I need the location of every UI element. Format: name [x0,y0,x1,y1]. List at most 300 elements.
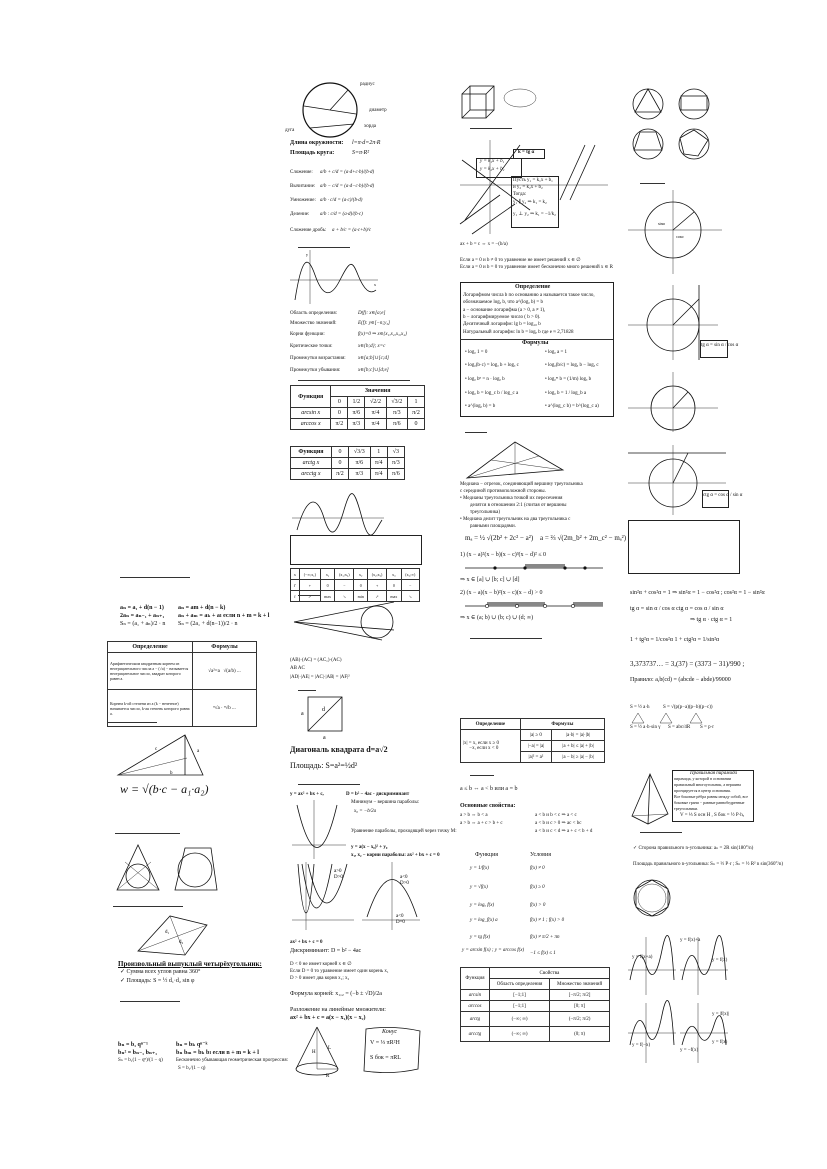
parabola-axis-eq: y = a(x − x₀)² + y₀ [351,845,388,850]
svg-text:H: H [312,1050,316,1055]
interval-1: 1) (x − a)²(x − b)(x − c)³(x − d)² ≤ 0 [460,552,547,558]
median-formula: mₐ = ½ √(2b² + 2c² − a²) [465,534,534,542]
arc-properties-table [460,967,610,1042]
svg-text:a<0: a<0 [396,914,404,919]
log-def-line: b − логарифмируемое число ( b > 0). [463,315,541,320]
heron-formula: S = √(p(p−a)(p−b)(p−c)) [663,705,713,710]
log-formula-text: logₐ bⁿ = n · logₐ b [468,377,505,382]
cond-1: Пусть y₁ = k₁x + b₁ [513,178,553,183]
arc-cell: arctg [461,1012,490,1027]
graph-label: y = f(x) [712,1040,728,1045]
arctg-table [290,446,405,480]
divider [298,380,410,381]
pyramid-diagram [630,772,670,827]
divider [107,722,157,723]
tg-box-text: tg α = sin α / cos α [701,343,739,348]
secant-diagram [292,600,402,645]
roots-def-2: Корнем k-ой степени из a (k − нечетное) называется число, k-ая степень которого равна a. [108,690,193,727]
log-formula-text: logₐ(b/c) = logₐ b − logₐ c [548,363,599,368]
cone-diagram [292,1025,342,1080]
domains-h-cond: Условия [530,852,551,858]
heron-formula: S = ½ a·h [630,705,650,710]
number-line-2 [465,600,605,612]
arc-cell: [0; π] [550,1001,610,1012]
table-cell: π/4 [365,419,386,430]
cone-title: Конус [382,1029,398,1035]
func-prop-formula: f(x)=0 ⇒ x∈{x₁,x₂,x₃,x₄} [358,332,408,337]
log-def-line: Десятичный логарифм: lg b = log₁₀ b [463,322,541,327]
function-graph [290,250,380,305]
linear-case: Если a = 0 и b ≠ 0 то уравнение не имеет решений x ∈ ∅ [460,258,581,263]
secant-line-2: AB AC [290,666,305,671]
svg-text:D>0: D>0 [334,875,343,880]
arith-line-5: aₙ + aₘ = aₖ + aₗ если n + m = k + l [178,613,270,619]
svg-text:a<0: a<0 [400,875,408,880]
number-line-1 [465,562,605,574]
domain-cond: −1 ≤ f(x) ≤ 1 [530,951,556,956]
inscribed-shapes [628,86,718,166]
abs-th-formulas: Формулы [520,719,604,730]
log-formula: • logₐᵐ b = (1/m) logₐ b [545,377,592,382]
abs-case: −x, если x < 0 [469,746,499,751]
circle-area-label: Площадь круга: [290,150,335,156]
factor-title: Разложение на линейные множители: [290,1007,386,1013]
svg-text:d₂: d₂ [179,940,184,945]
divider [298,784,360,785]
geom-line-2: bₙ² = bₙ₋₁ bₙ₊₁ [118,1050,158,1056]
domains-h-func: Функция [475,852,499,858]
circumference-label: Длина окружности: [290,140,344,146]
func-prop-label: Множество значений: [290,321,337,326]
roots-th-def: Определение [108,642,193,653]
svg-text:c: c [155,747,158,752]
arc-cell: [−1;1] [489,990,549,1001]
svg-text:a: a [301,711,304,717]
arc-cell: arccos [461,1001,490,1012]
linear-case: Если a = 0 и b = 0 то уравнение имеет бесконечно много решений x ∈ R [460,265,613,270]
divider [470,128,512,129]
table-arg: √3 [387,447,404,458]
divider [470,638,542,639]
quad-item-text: Сумма всех углов равна 360° [126,969,201,975]
svg-text:a>0: a>0 [334,869,342,874]
svg-text:D=0: D=0 [396,920,405,925]
svg-text:a: a [197,749,200,754]
quad-disc: Дискриминант: D = b² − 4ac [290,948,362,954]
parabola-disc: D = b² − 4ac - дискриминант [346,792,410,797]
pyramid-text: Все боковые рёбра равны между собой, все [674,794,748,799]
svg-text:d: d [322,707,325,713]
identity: sin²α + cos²α = 1 ⇒ sin²α = 1 − cos²α ; cos²α = 1 − sin²α [630,590,765,596]
parabola-graph [292,800,347,860]
func-prop-label: Промежутки возрастания: [290,356,346,361]
func-prop-formula: x∈[a;b]∪[c;d] [358,356,389,361]
triangles-mini [630,712,740,724]
log-formulas-title: Формулы [522,340,549,346]
circle-area-formula: S=π·R² [352,150,370,156]
quad-item-1: ✓ Сумма всех углов равна 360° [120,969,201,975]
table-arg: 1 [370,447,387,458]
graph-label: y = f(x) [712,958,728,963]
fraction-op-formula: a/b + c/d = (a·d+c·b)/(b·d) [320,170,375,175]
fraction-op-formula: a/b − c/d = (a·d−c·b)/(b·d) [320,184,375,189]
log-formula: • logₐ a = 1 [545,350,568,355]
pyramid-formula: V = ⅓ S осн H , S бок = ½ P·hₐ [680,813,745,818]
domain-cond: f(x) > 0 [530,903,546,908]
log-formula-text: a^(logₐ b) = b [468,404,496,409]
domain-cond: f(x) ≠ 0 [530,866,545,871]
parabola-cases-graph [292,862,422,932]
log-formula-text: logₐᵐ b = (1/m) logₐ b [548,377,592,382]
arc-cell: (−∞; ∞) [489,1027,549,1042]
factor-formula: ax² + bx + c = a(x − x₁)(x − x₂) [290,1015,366,1021]
hexagon-diagram [632,878,672,918]
ctg-box-text: ctg α = cos α / sin α [703,493,743,498]
table-cell: π/2 [407,408,424,419]
svg-text:cosα: cosα [676,234,684,239]
secant-line-1: (AB)·(AC) = (AC₁)·(AC) [290,658,342,663]
arcsin-table [290,385,425,430]
graph-label: y = f(−x) [632,1043,651,1048]
table-cell: π/2 [331,419,348,430]
domain-cond: f(x) ≥ 0 [530,885,545,890]
log-formula-text: logₐ a = 1 [548,350,568,355]
table-cell: 0 [331,458,348,469]
ineq-def: a ≤ b ⇔ a < b или a = b [460,786,518,792]
domain-func: y = 1/f(x) [470,866,489,871]
fraction-op-label: Сложение: [290,170,313,175]
parabola-axis: Уравнение параболы, проходящей через точку M: [351,829,457,834]
pyramid-text: треугольники. [674,806,699,811]
circumference-formula: l=π·d=2π·R [352,140,381,146]
quad-formula: Формула корней: x₁,₂ = (−b ± √D)/2a [290,991,382,997]
square-diagram [301,695,346,741]
table-cell: π/3 [349,469,371,480]
pyramid-text: правильный многоугольник, а вершина [674,782,741,787]
table-arg: 0 [331,447,348,458]
log-formula: • a^(logₐ b) = b [465,404,496,409]
divider [465,432,487,433]
divider [298,595,320,596]
table-row-name: arcsin x [291,408,331,419]
unit-circle-ctg [628,372,723,432]
parabola-eq: y = ax² + bx + c, [290,792,324,797]
polygon-formula: Сторона правильного n-угольника: aₙ = 2R sin(180°/n) [638,846,754,851]
median-text: делятся в отношении 2:1 (считая от вершины [470,503,567,508]
geom-line-1: bₙ = b₁ qⁿ⁻¹ [118,1042,148,1048]
arc-cell: (−∞; ∞) [489,1012,549,1027]
abs-formula: |a·b| = |a|·|b| [552,730,605,741]
unit-circle-1 [628,190,723,275]
table-row-name: arctg x [291,458,332,469]
arith-line-4: aₙ = am + d(n − k) [178,605,226,611]
median-text-span: Медианы треугольника точкой их пересечения [463,496,563,501]
domain-cond: f(x) ≠ 1 ; f(x) > 0 [530,918,565,923]
abs-table: Определение Формулы |x| = x, если x ≥ 0 −x, если x < 0 |a| ≥ 0 |a·b| = |a|·|b| |−a| = |a| |a + b| ≤ |a| + |b| |a|² = a² |a − b| ≥ |a| − |b| [460,718,605,763]
periodic-rule: Правило: a,b(cd) = (abcde − abde)/99000 [630,677,731,683]
table-arg: 0 [331,397,348,408]
triangle-formula: w = √(b·c − a₁·a₂) [120,782,209,796]
arith-line-3: Sₙ = (a₁ + aₙ)/2 · n [120,621,166,627]
table-row-name: arccos x [291,419,331,430]
square-area: Площадь: S=a²=½d² [290,761,358,770]
func-prop-formula: E(f): y∈[−n;y₃] [358,321,390,326]
log-formula: • logₐ b = log_c b / log_c a [465,391,519,396]
table-arg: √3/2 [386,397,407,408]
domain-func: y = √f(x) [470,885,488,890]
log-def-line: Логарифмом числа b по основанию a называется такое число, [463,293,595,298]
cube-diagram [460,84,540,122]
table-header-func: Функция [291,447,332,458]
divider [298,690,316,691]
critical-points-box [290,535,422,565]
incircle-diagram [113,840,218,892]
abs-formula: |−a| = |a| [520,741,551,752]
table-cell: π/4 [370,469,387,480]
domain-cond: f(x) ≠ π/2 + πn [530,935,560,940]
arc-cell: arcsin [461,990,490,1001]
roots-th-formulas: Формулы [193,642,257,653]
fraction-op-label: Умножение: [290,198,316,203]
table-cell: 0 [407,419,424,430]
table-cell: π/3 [386,408,407,419]
geom-line-6: Бесконечно убывающая геометрическая прогрессия: [176,1058,289,1063]
polygon-text: Площадь правильного n-угольника: Sₙ = ½ P·r ; Sₙ = ½ R² n sin(360°/n) [633,862,784,867]
parabola-roots: x₁, x₂ − корни параболы: ax² + bx + c = 0 [351,853,440,858]
pyramid-text: пирамида, у которой в основании [674,776,731,781]
graph-label: y = f(x)+a [680,938,701,943]
svg-text:D>0: D>0 [400,881,409,886]
abs-th-def: Определение [461,719,521,730]
func-prop-label: Промежутки убывания: [290,368,341,373]
cond-2: и y₂ = k₂x + b₂ [513,185,543,190]
square-diagonal: Диагональ квадрата d=a√2 [290,745,388,754]
fraction-op-label: Сложение дробь: [290,228,327,233]
median-text: с серединой противоположной стороны. [460,489,546,494]
log-formula: • logₐ 1 = 0 [465,350,488,355]
table-cell: π/6 [386,419,407,430]
geom-line-5: bₙ bₘ = bₖ bₗ если n + m = k + l [176,1050,259,1056]
geom-line-7: S = b₁/(1 − q) [178,1066,206,1071]
cond-perp: y₁ ⊥ y₂ ⇒ k₁ = −1/k₂ [513,212,556,217]
quad-item-text: Площадь: S = ½ d₁·d₂ sin φ [126,978,195,984]
fraction-op-formula: a/b : c/d = (a·d)/(b·c) [320,212,363,217]
arc-th: Множество значений [550,979,610,990]
arith-line-6: Sₙ = (2a₁ + d(n−1))/2 · n [178,621,238,627]
pyramid-title: Правильная пирамида [690,771,738,776]
svg-text:a: a [323,735,326,741]
fraction-op-formula: a + b/c = (a·c+b)/c [332,228,372,233]
abs-formula: |a| ≥ 0 [520,730,551,741]
ineq-prop: a > b ⇔ b < a [460,813,488,818]
quad-eq: ax² + bx + c = 0 [290,940,323,945]
func-prop-formula: x∈{b;d}; x=c [358,344,386,349]
arc-th: Область определения [489,979,549,990]
periodic-fraction: 3,373737… = 3,(37) = (3373 − 31)/990 ; [630,660,745,668]
domain-func: y = tg f(x) [470,935,491,940]
empty-box [628,520,740,574]
table-arg: 1 [407,397,424,408]
ineq-prop: a > b ⇔ a + c > b + c [460,821,503,826]
chord-label: хорда [364,124,377,129]
table-cell: π/3 [387,458,404,469]
divider [470,775,494,776]
quad-case: Если D = 0 то уравнение имеет один корень x₁ [290,969,389,974]
abs-formula: |a − b| ≥ |a| − |b| [552,752,605,763]
log-def-line: обозначаемое logₐ b, что a^(logₐ b) = b [463,300,543,305]
abs-case: x, если x ≥ 0 [472,741,500,746]
domain-func: y = log_f(x) a [470,918,498,923]
linear-eq: ax + b = c ⇔ x = −(b/a) [460,242,508,247]
table-header-vals: Значения [331,386,425,397]
median-text: равными площадями. [470,524,516,529]
log-formula-text: logₐ b = log_c b / log_c a [468,391,519,396]
domain-func: y = logₐ f(x) [470,903,495,908]
table-cell: π/6 [348,408,365,419]
interval-2: 2) (x − a)(x − b)²(x − c)(x − d) > 0 [460,590,543,596]
ineq-prop: a < b и c > 0 ⇒ ac < bc [535,821,582,826]
system-line-2: y = k₂x + b₂ [480,167,505,172]
graph-label: y = −f(x) [680,1048,699,1053]
log-formula: • logₐ bⁿ = n · logₐ b [465,377,505,382]
func-prop-label: Корни функции: [290,332,325,337]
log-formula-text: a^(log_c b) = b^(log_c a) [548,404,599,409]
identity: ⇒ tg α · ctg α = 1 [690,617,733,623]
log-def-line: Натуральный логарифм: ln b = logₑ b где e ≈ 2,71828 [463,330,574,335]
roots-table: Определение Формулы Арифметическим квадратным корнем из неотрицательного числа a − (√a) − называется неотрицательное число, квадрат которого равен a. √a²=a √(a/b) ... Корнем k-ой степени из a (k − нечетное) называется число, k-ая степень которого равна a. ⁿ√a · ⁿ√b ... [107,641,257,727]
log-def-title: Определение [515,284,551,290]
divider [120,1001,180,1002]
func-prop-label: Критические точки: [290,344,333,349]
table-arg: 1/2 [348,397,365,408]
diameter-label: диаметр [369,108,387,113]
table-cell: π/3 [348,419,365,430]
arc-th: Функция [461,968,490,990]
table-cell: π/6 [387,469,404,480]
log-formula: • logₐ(b/c) = logₐ b − logₐ c [545,363,599,368]
abs-formula: |a + b| ≤ |a| + |b| [552,741,605,752]
svg-text:b: b [170,771,173,776]
graph-label: y = |f(x)| [712,1012,730,1017]
table-cell: 0 [331,408,348,419]
arc-cell: [−π/2; π/2] [550,990,610,1001]
log-formula: • logₐ b = 1 / log_b a [545,391,587,396]
divider [640,183,665,184]
arc-cell: (−π/2; π/2) [550,1012,610,1027]
heron-formula: S = abc/4R [668,725,691,730]
geom-line-4: bₙ = bₖ qⁿ⁻ᵏ [176,1042,208,1048]
arith-line-1: aₙ = a₁ + d(n − 1) [120,605,164,611]
quadrilateral-diagram [135,913,210,958]
log-formula-text: logₐ 1 = 0 [468,350,488,355]
system-line-1: y = k₁x + b₁ [480,159,505,164]
log-formula-text: logₐ(b·c) = logₐ b + logₐ c [468,363,519,368]
cond-parallel: y₁ ∥ y₂ ⇒ k₁ = k₂ [513,200,547,205]
identity: tg α = sin α / cos α ctg α = cos α / sin α [630,606,724,612]
quad-case: D < 0 не имеет корней x ∈ ∅ [290,962,352,967]
cone-volume: V = ⅓ πR²H [370,1040,400,1046]
divider [113,906,183,907]
pyramid-text: проецируется в центр основания. [674,788,731,793]
divider [640,832,682,833]
func-prop-formula: D(f): x∈[a;e] [358,311,386,316]
arc-th-title: Свойства [489,968,609,979]
func-prop-label: Область определения: [290,311,338,316]
interval-1-answer: ⇒ x ∈ [a] ∪ [b; c] ∪ [d] [460,577,520,583]
table-header-func: Функция [291,386,331,408]
median-text-span: Медиана делит треугольник на два треугольника с [463,517,571,522]
cond-then: Тогда: [513,192,527,197]
median-triangle [465,440,565,480]
log-formula: • a^(log_c b) = b^(log_c a) [545,404,599,409]
median-text: Медиана − отрезок, соединяющий вершину треугольника [460,482,583,487]
divider [298,247,350,248]
svg-text:d₁: d₁ [165,930,170,935]
table-cell: π/4 [365,408,386,419]
quad-title: Произвольный выпуклый четырёхугольник: [118,960,262,968]
parabola-vertex: Минимум − вершина параболы: [351,800,420,805]
secant-line-3: |AD|·|AE| = |AC|·|AB| = |AF|² [290,675,350,680]
arc-cell: arcctg [461,1027,490,1042]
pyramid-text: боковые грани − равные равнобедренные [674,800,745,805]
parabola-xv: x₀ = −b/2a [354,809,377,814]
cone-side: S бок = πRL [370,1055,401,1061]
arc-cell: (0; π) [550,1027,610,1042]
interval-2-answer: ⇒ x ∈ (a; b) ∪ (b; c) ∪ (d; ∞) [460,615,534,621]
identity: 1 + tg²α = 1/cos²α 1 + ctg²α = 1/sin²α [630,637,720,643]
median-text: • Медиана делит треугольник на два треугольника с [460,517,571,522]
divider [115,833,180,834]
table-cell: π/4 [370,458,387,469]
table-arg: √2/2 [365,397,386,408]
sign-table: x (−∞;x₁) x₁ (x₁;x₂) x₂ (x₂;x₃) x₃ (x₃;∞) f′ + 0 − 0 + 0 − f ↗ max ↘ min ↗ max ↘ [290,568,420,602]
radius-label: радиус [360,82,375,87]
ineq-title: Основные свойства: [460,803,516,809]
divider [120,577,190,578]
log-formula-text: logₐ b = 1 / log_b a [548,391,587,396]
k-formula: k = tg α [518,150,535,155]
right-triangle-diagram [115,730,205,780]
log-formula: • logₐ(b·c) = logₐ b + logₐ c [465,363,519,368]
domain-func: y = arcsin f(x) ; y = arccos f(x) [462,948,525,953]
arc-label: дуга [285,128,295,133]
median-text: • Медианы треугольника точкой их пересечения [460,496,563,501]
heron-formula: S = ½ a·b·sin γ [630,725,661,730]
fraction-op-formula: a/b · c/d = (a·c)/(b·d) [320,198,363,203]
derivative-graph [292,490,387,535]
ineq-prop: a < b и b < c ⇒ a < c [535,813,577,818]
fraction-op-label: Вычитание: [290,184,316,189]
polygon-text: ✓ Сторона правильного n-угольника: aₙ = 2R sin(180°/n) [633,846,754,851]
table-cell: π/2 [331,469,348,480]
geom-line-3: Sₙ = b₁(1 − qⁿ)/(1 − q) [118,1058,163,1063]
log-def-line: a − основание логарифма (a > 0, a ≠ 1), [463,308,546,313]
median-formula-2: a = ⅔ √(2m_b² + 2m_c² − mₐ²) [540,534,627,542]
ineq-prop: a < b и c < d ⇒ a + c < b + d [535,829,593,834]
arith-line-2: 2aₙ = aₙ₋₁ + aₙ₊₁ [120,613,165,619]
svg-text:L: L [328,1046,332,1051]
table-arg: √3/3 [349,447,371,458]
table-cell: π/6 [349,458,371,469]
graph-label: y = f(x+a) [632,955,653,960]
heron-formula: S = p·r [700,725,714,730]
svg-text:y: y [306,252,308,257]
abs-formula: |a|² = a² [520,752,551,763]
quad-item-2: ✓ Площадь: S = ½ d₁·d₂ sin φ [120,978,195,984]
roots-def-1: Арифметическим квадратным корнем из неотрицательного числа a − (√a) − называется неотрицательное число, квадрат которого равен a. [108,653,193,690]
fraction-op-label: Деление: [290,212,310,217]
func-prop-formula: x∈[b;c]∪[d;e] [358,368,389,373]
